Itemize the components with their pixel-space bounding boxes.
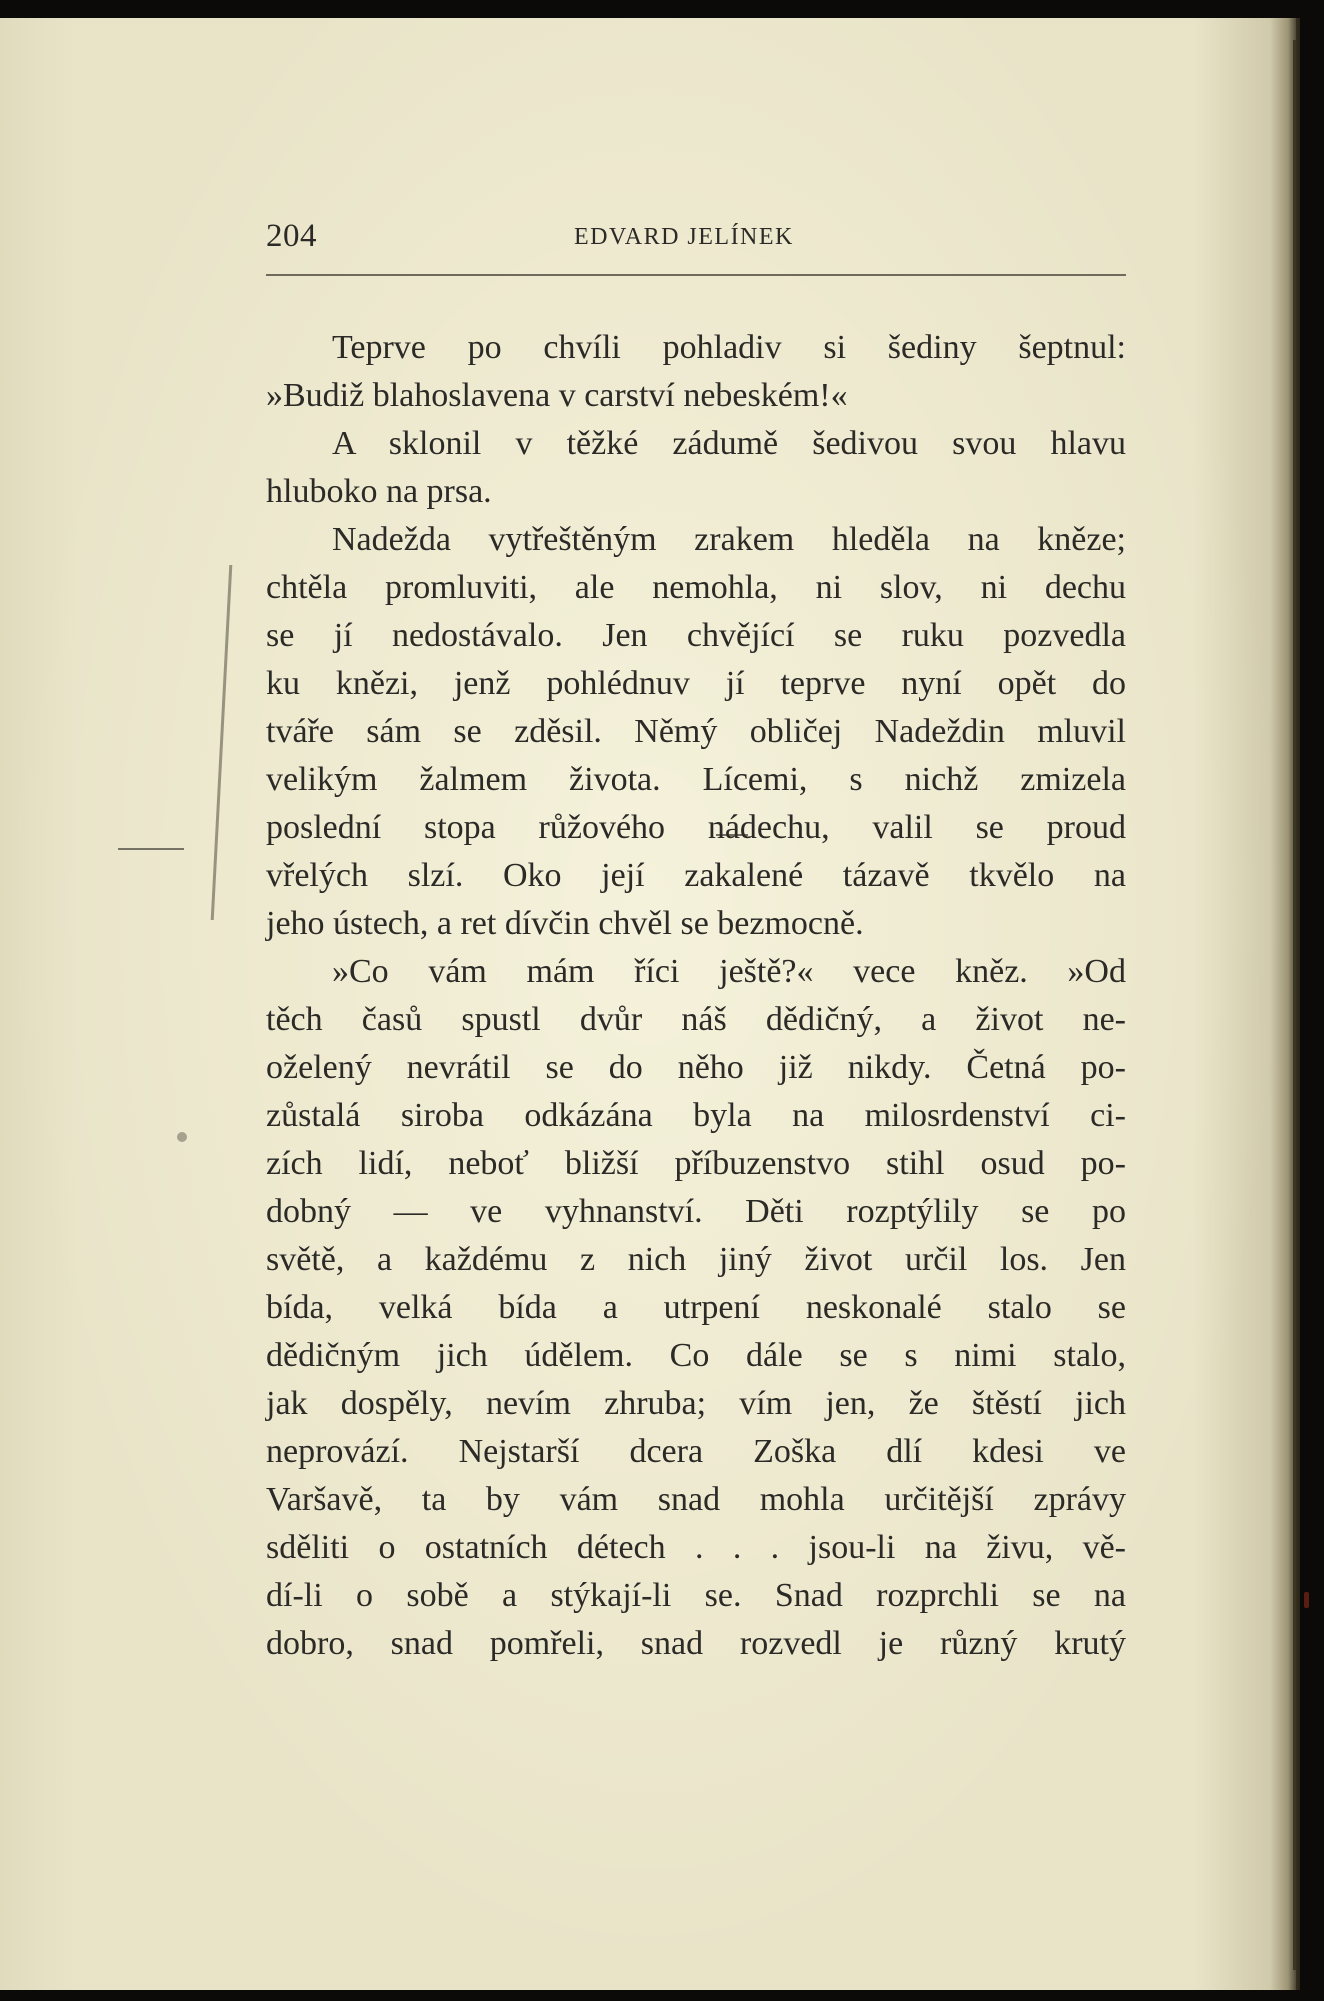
text-line: velikým žalmem života. Lícemi, s nichž zmizela — [266, 761, 1126, 798]
text-line: jeho ústech, a ret dívčin chvěl se bezmocně. — [266, 905, 864, 942]
text-line: Varšavě, ta by vám snad mohla určitější zprávy — [266, 1481, 1126, 1518]
page-header — [266, 218, 1126, 262]
text-line: zích lidí, neboť bližší příbuzenstvo stihl osud po- — [266, 1145, 1126, 1182]
text-line: vřelých slzí. Oko její zakalené tázavě tkvělo na — [266, 857, 1126, 894]
margin-dash-mark — [118, 848, 184, 850]
text-line: chtěla promluviti, ale nemohla, ni slov, ni dechu — [266, 569, 1126, 606]
text-line: zůstalá siroba odkázána byla na milosrdenství ci- — [266, 1097, 1126, 1134]
text-line: Teprve po chvíli pohladiv si šediny šeptnul: — [332, 329, 1126, 366]
gutter-mark — [1304, 1592, 1309, 1608]
text-line: oželený nevrátil se do něho již nikdy. Četná po- — [266, 1049, 1126, 1086]
text-line: ku knězi, jenž pohlédnuv jí teprve nyní opět do — [266, 665, 1126, 702]
text-line: Nadežda vytřeštěným zrakem hleděla na kněze; — [332, 521, 1126, 558]
body-text — [266, 324, 1126, 1668]
text-line: dědičným jich údělem. Co dále se s nimi stalo, — [266, 1337, 1126, 1374]
text-line: tváře sám se zděsil. Němý obličej Nadeždin mluvil — [266, 713, 1126, 750]
text-line: bída, velká bída a utrpení neskonalé stalo se — [266, 1289, 1126, 1326]
text-line: poslední stopa růžového nádechu, valil se proud — [266, 809, 1126, 846]
header-rule — [266, 274, 1126, 276]
text-line: »Budiž blahoslavena v carství nebeském!« — [266, 377, 848, 414]
text-line: sděliti o ostatních détech . . . jsou-li na živu, vě- — [266, 1529, 1126, 1566]
page-number: 204 — [266, 218, 317, 254]
text-line: A sklonil v těžké zádumě šedivou svou hlavu — [332, 425, 1126, 462]
margin-dot-mark — [177, 1132, 187, 1142]
text-line: dobný — ve vyhnanství. Děti rozptýlily se po — [266, 1193, 1126, 1230]
text-line: neprovází. Nejstarší dcera Zoška dlí kdesi ve — [266, 1433, 1126, 1470]
running-head: EDVARD JELÍNEK — [574, 224, 794, 250]
text-line: se jí nedostávalo. Jen chvějící se ruku pozvedla — [266, 617, 1126, 654]
text-line: »Co vám mám říci ještě?« vece kněz. »Od — [332, 953, 1126, 990]
text-line: dí-li o sobě a stýkají-li se. Snad rozprchli se na — [266, 1577, 1126, 1614]
text-line: hluboko na prsa. — [266, 473, 492, 510]
text-line: jak dospěly, nevím zhruba; vím jen, že štěstí jich — [266, 1385, 1126, 1422]
gutter-edge — [1293, 40, 1296, 1970]
text-line: těch časů spustl dvůr náš dědičný, a život ne- — [266, 1001, 1126, 1038]
text-line: dobro, snad pomřeli, snad rozvedl je různý krutý — [266, 1625, 1126, 1662]
text-line: světě, a každému z nich jiný život určil los. Jen — [266, 1241, 1126, 1278]
